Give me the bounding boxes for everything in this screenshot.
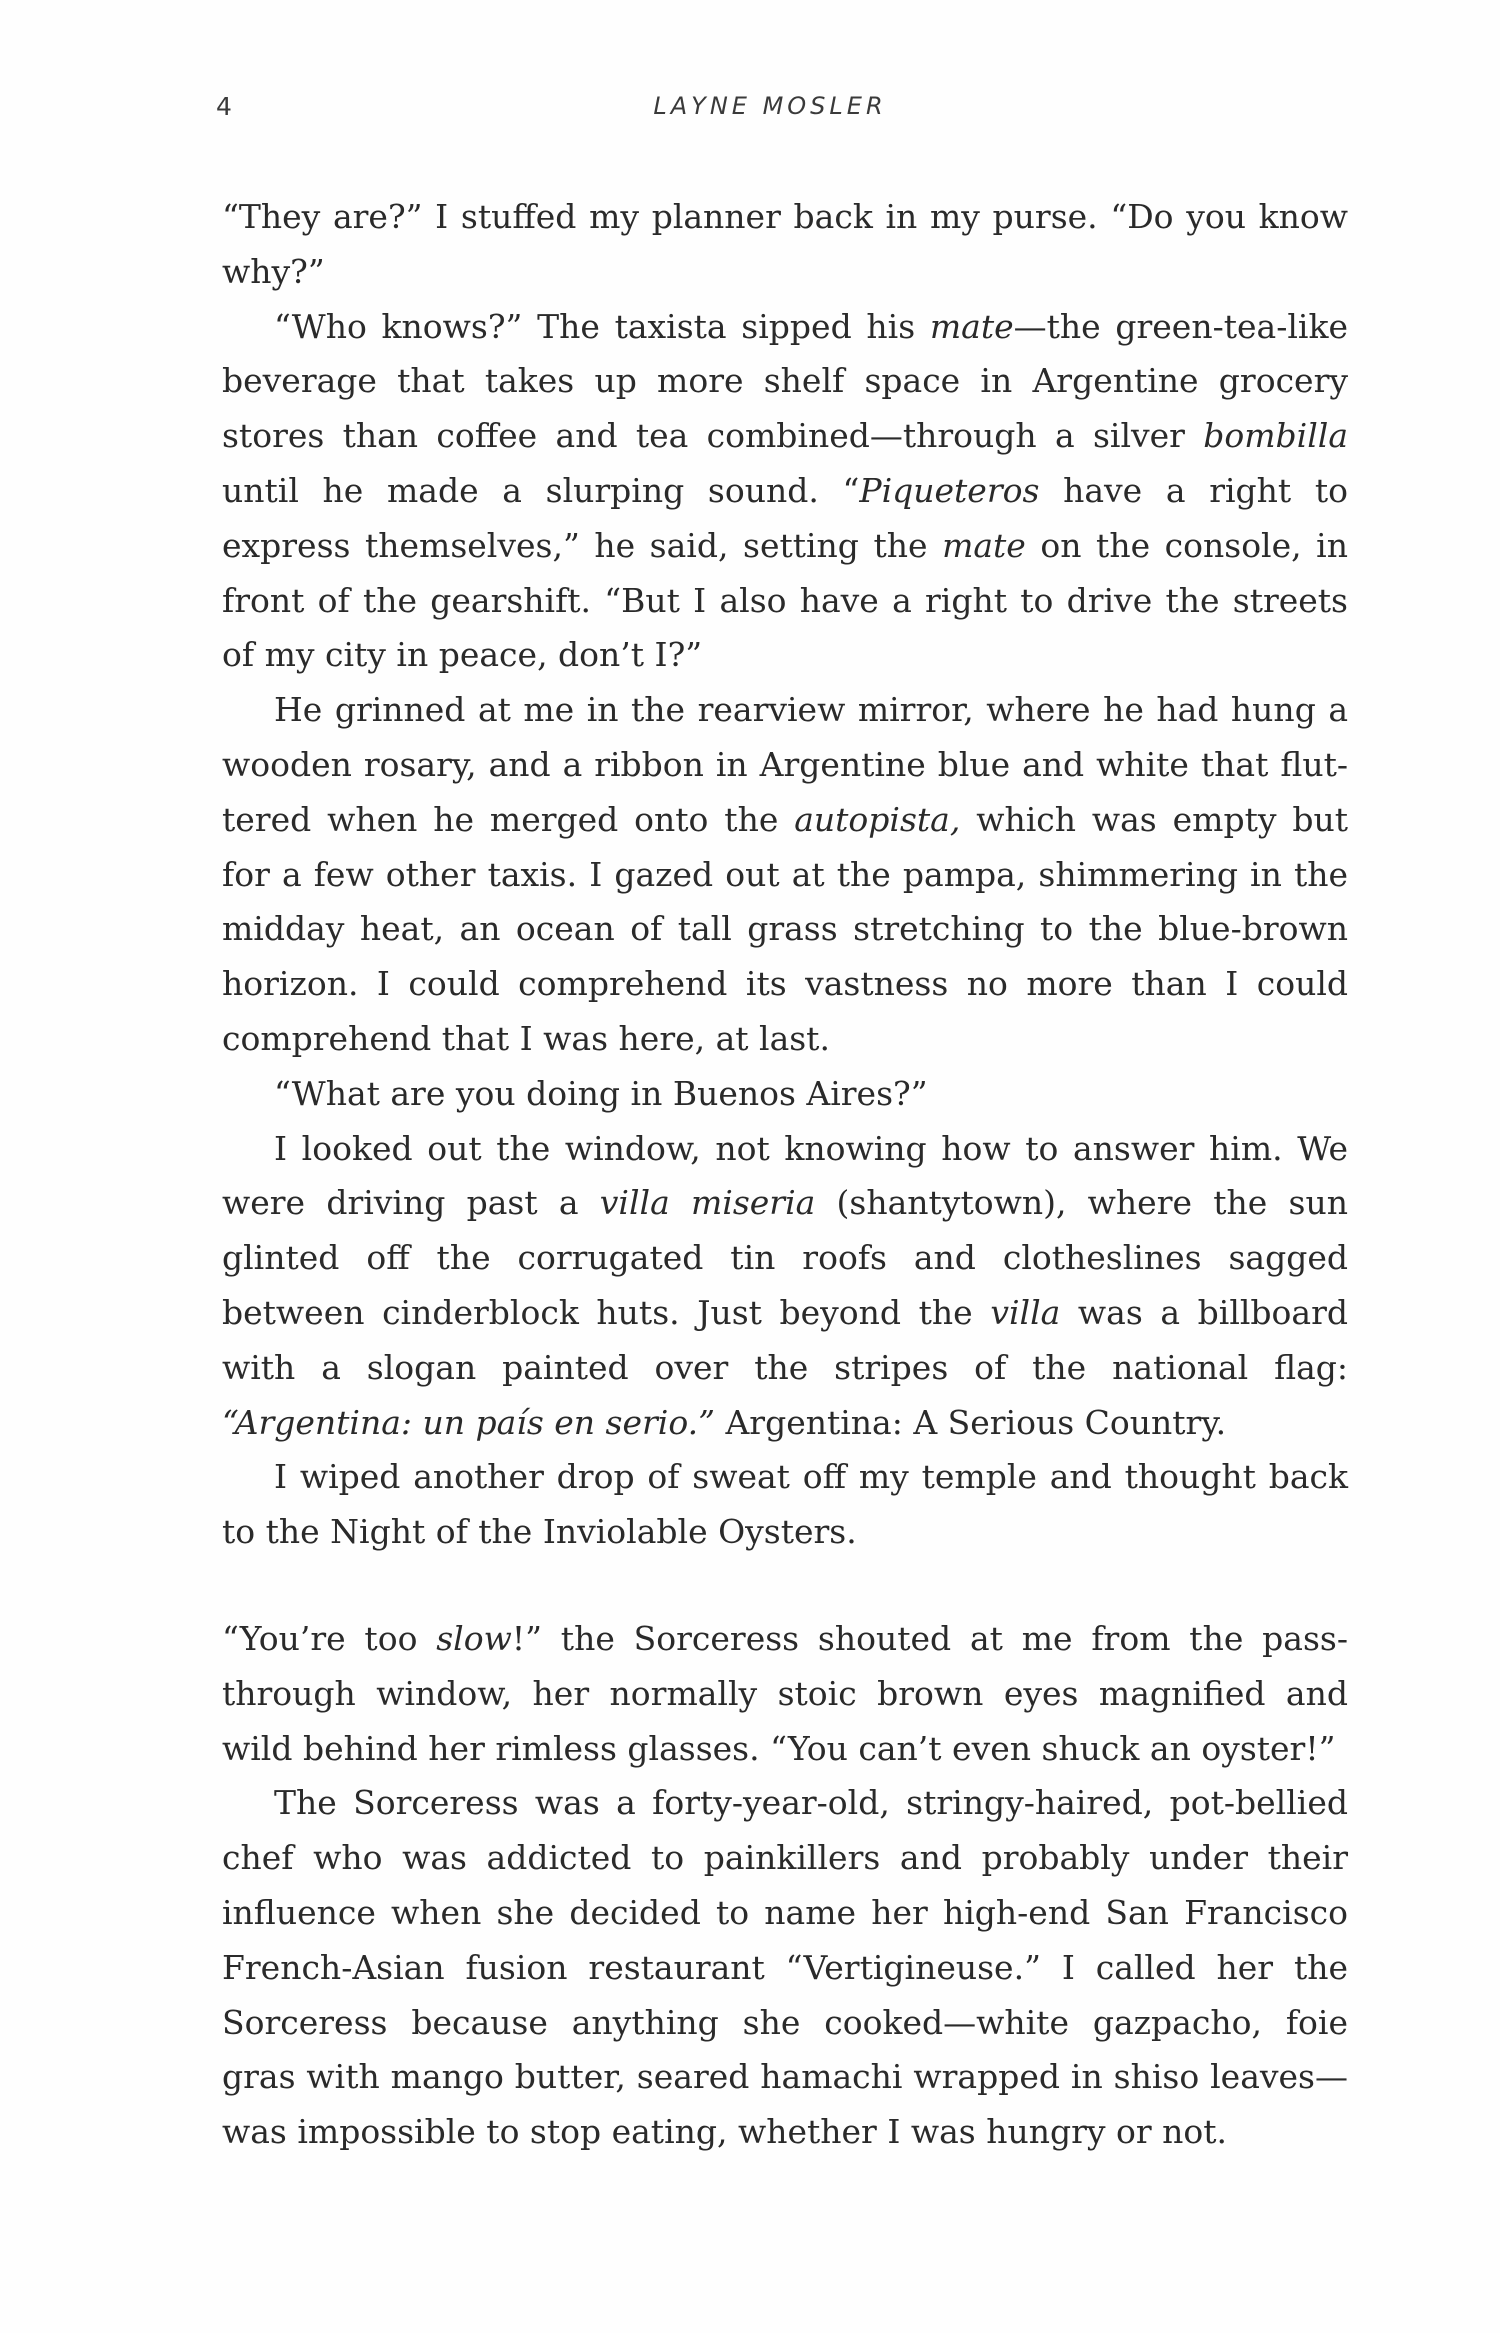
paragraph-3: He grinned at me in the rearview mirror, where he had hung a wooden rosary, and a ribbon in Argentine blue and white that fluttered when he merged onto the autopista, which was empty but for a few other taxis. I gazed out at the pampa, shimmering in the midday heat, an ocean of tall grass stretching to the blue-brown horizon. I could comprehend its vastness no more than I could comprehend that I was here, at last. <box>222 690 1348 1058</box>
paragraph-4: “What are you doing in Buenos Aires?” <box>274 1073 928 1113</box>
running-head <box>0 92 1500 132</box>
paragraph-7: “You’re too slow!” the Sorceress shouted at me from the pass-through window, her normally stoic brown eyes magnified and wild behind her rimless glasses. “You can’t even shuck an oyster!” <box>222 1619 1348 1768</box>
running-head-author: LAYNE MOSLER <box>653 92 887 120</box>
section-2-text <box>222 1612 1348 2160</box>
paragraph-8: The Sorceress was a forty-year-old, stringy-haired, pot-bellied chef who was addicted to painkillers and probably under their influence when she decided to name her high-end San Francisco French-Asian fusion restaurant “Vertigineuse.” I called her the Sorceress because anything she cooked—white gazpacho, foie gras with mango butter, seared hamachi wrapped in shiso leaves—was impossible to stop eating, whether I was hungry or not. <box>222 1783 1348 2152</box>
paragraph-5: I looked out the window, not knowing how to answer him. We were driving past a villa miseria (shantytown), where the sun glinted off the corrugated tin roofs and clotheslines sagged between cinderblock huts. Just beyond the villa was a billboard with a slogan painted over the stripes of the national flag: “Argentina: un país en serio.” Argentina: A Serious Country. <box>222 1128 1348 1442</box>
paragraph-2: “Who knows?” The taxista sipped his mate—the green-tea-like beverage that takes up more shelf space in Argentine grocery stores than coffee and tea combined—through a silver bombilla until he made a slurping sound. “Piqueteros have a right to express themselves,” he said, setting the mate on the console, in front of the gearshift. “But I also have a right to drive the streets of my city in peace, don’t I?” <box>222 306 1348 675</box>
section-1-text <box>222 190 1348 1560</box>
paragraph-1: “They are?” I stuffed my planner back in my purse. “Do you know why?” <box>222 197 1348 291</box>
paragraph-6: I wiped another drop of sweat off my temple and thought back to the Night of the Inviolable Oysters. <box>222 1457 1348 1552</box>
page-number: 4 <box>216 92 232 121</box>
